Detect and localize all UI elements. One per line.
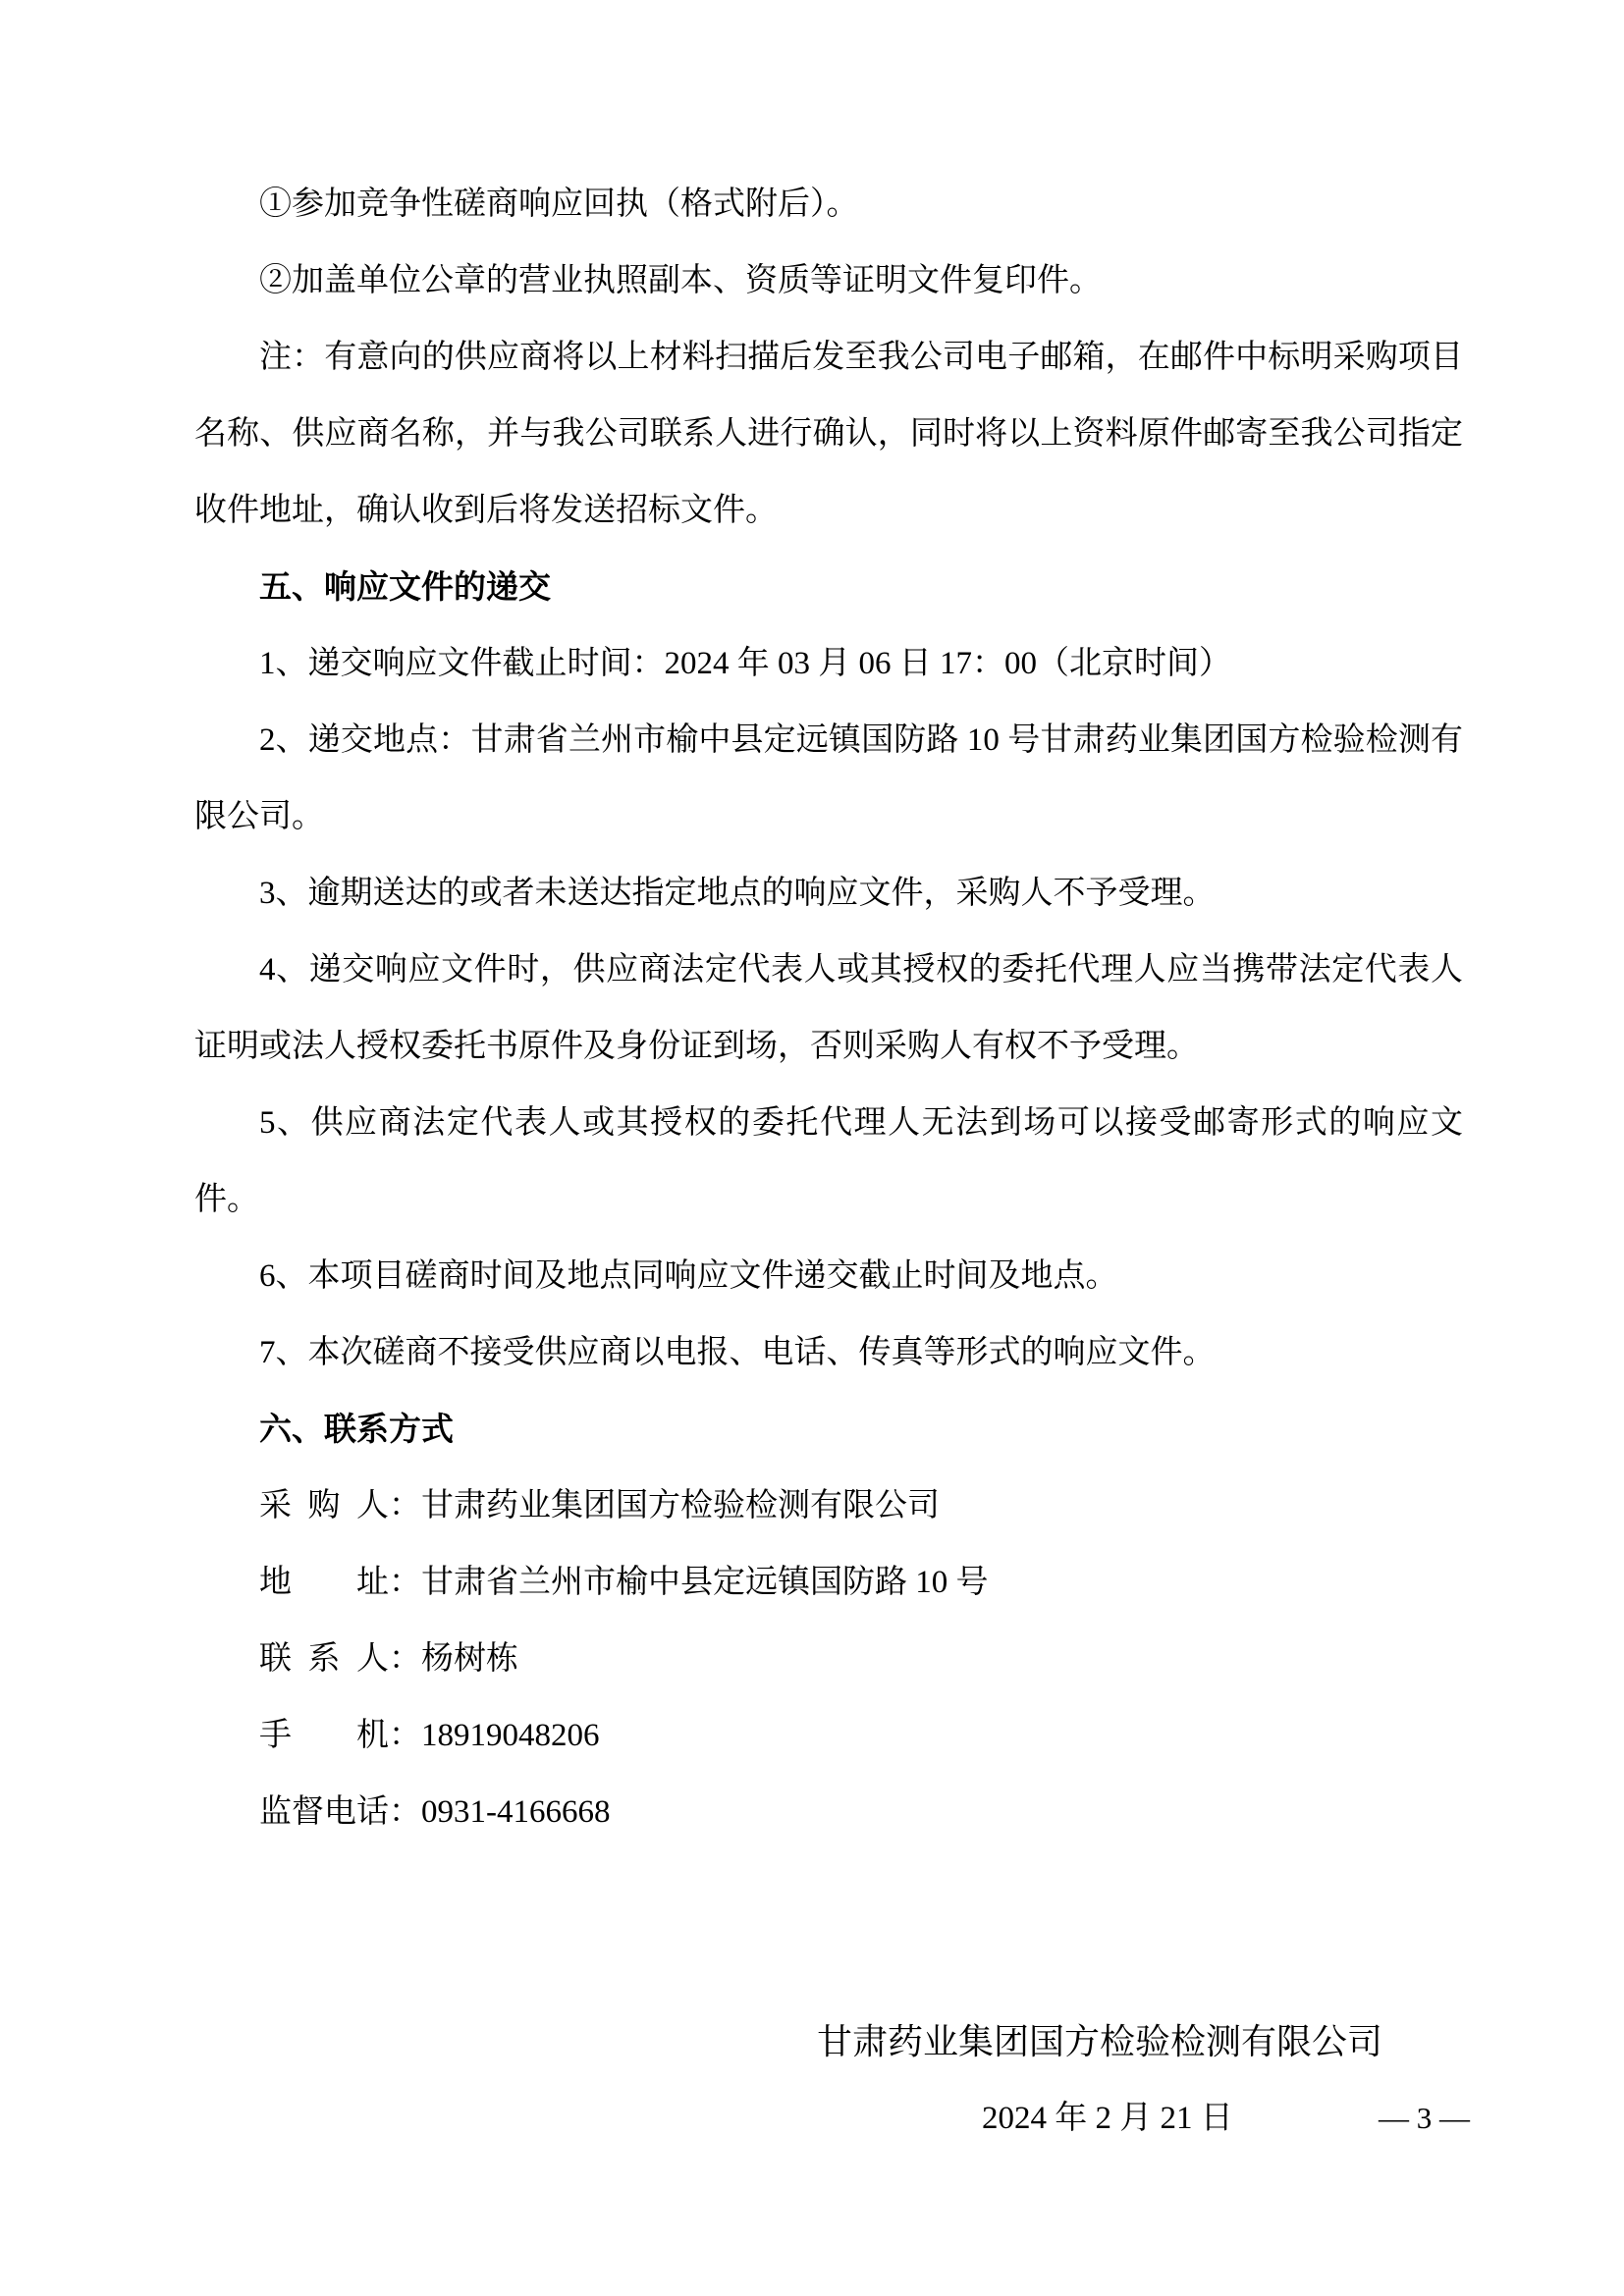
section6-heading: 六、联系方式: [259, 1411, 454, 1447]
contact-value: 甘肃省兰州市榆中县定远镇国防路 10 号: [421, 1565, 989, 1600]
contact-value: 18919048206: [421, 1718, 600, 1753]
section5-heading: 五、响应文件的递交: [259, 568, 551, 605]
contact-value: 0931-4166668: [421, 1794, 611, 1830]
contact-separator: ：: [389, 1718, 421, 1753]
contact-separator: ：: [389, 1488, 421, 1523]
document-body: [194, 166, 1463, 2157]
intro-list: [194, 166, 1463, 319]
section5-items: [194, 625, 1463, 1391]
section5-item: 1、递交响应文件截止时间：2024 年 03 月 06 日 17：00（北京时间）: [259, 646, 1231, 681]
contact-label: 联系人: [259, 1641, 389, 1677]
contact-row: [194, 1544, 1463, 1621]
section5-item: 6、本项目磋商时间及地点同响应文件递交截止时间及地点。: [259, 1258, 1118, 1294]
contact-row: [194, 1697, 1463, 1774]
section5-item: 5、供应商法定代表人或其授权的委托代理人无法到场可以接受邮寄形式的响应文件。: [194, 1105, 1463, 1217]
intro-item: ①参加竞争性磋商响应回执（格式附后）。: [259, 187, 859, 222]
contact-row: [194, 1621, 1463, 1697]
signature-company: 甘肃药业集团国方检验检测有限公司: [817, 2022, 1383, 2061]
contact-row: [194, 1468, 1463, 1544]
section5-item: 2、递交地点：甘肃省兰州市榆中县定远镇国防路 10 号甘肃药业集团国方检验检测有限公司。: [194, 722, 1463, 834]
contact-separator: ：: [389, 1641, 421, 1677]
contact-list: [194, 1468, 1463, 1850]
intro-item: ②加盖单位公章的营业执照副本、资质等证明文件复印件。: [259, 263, 1102, 298]
section5-item: 4、递交响应文件时，供应商法定代表人或其授权的委托代理人应当携带法定代表人证明或法人授权委托书原件及身份证到场，否则采购人有权不予受理。: [194, 952, 1463, 1064]
signature-block: [194, 2003, 1463, 2157]
note-paragraph: 注：有意向的供应商将以上材料扫描后发至我公司电子邮箱，在邮件中标明采购项目名称、供应商名称，并与我公司联系人进行确认，同时将以上资料原件邮寄至我公司指定收件地址，确认收到后将发送招标文件。: [194, 340, 1463, 528]
section5-item: 3、逾期送达的或者未送达指定地点的响应文件，采购人不予受理。: [259, 876, 1216, 911]
contact-separator: ：: [389, 1565, 421, 1600]
contact-label: 监督电话: [259, 1794, 389, 1830]
contact-value: 杨树栋: [421, 1641, 518, 1677]
contact-value: 甘肃药业集团国方检验检测有限公司: [421, 1488, 940, 1523]
contact-label: 地址: [259, 1565, 389, 1600]
contact-label: 手机: [259, 1718, 389, 1753]
section5-item: 7、本次磋商不接受供应商以电报、电话、传真等形式的响应文件。: [259, 1335, 1216, 1370]
contact-label: 采购人: [259, 1488, 389, 1523]
signature-date: 2024 年 2 月 21 日: [982, 2101, 1233, 2136]
contact-row: [194, 1774, 1463, 1850]
page-number: — 3 —: [1379, 2101, 1470, 2135]
contact-separator: ：: [389, 1794, 421, 1830]
